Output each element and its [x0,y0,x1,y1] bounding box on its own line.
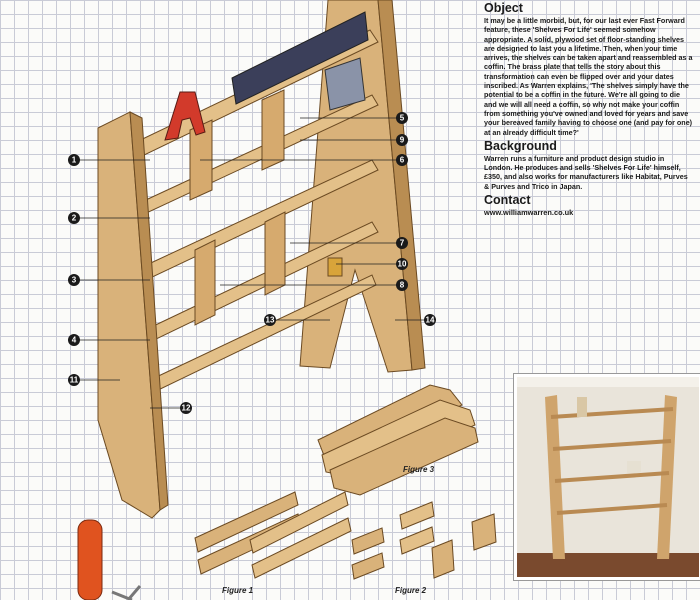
photo-image [517,377,699,577]
svg-text:6: 6 [399,155,405,165]
contact-heading: Contact [484,193,531,208]
svg-text:13: 13 [265,315,275,325]
callout-2 [68,212,80,224]
object-body: It may be a little morbid, but, for our last ever Fast Forward feature, these 'Shelves For Life' seemed somehow appropriate. A solid, plywood set of floor-standing shelves are designed to last you a lifetime. Then, when your time arrives, the shelves can be taken apart and reassembled as a coffin. The brass plate that tells the story about this transformation can even be flipped over and your dates inscribed. As Warren explains, 'The shelves simply have the potential to be a coffin in the future. We're all going to die and we will all need a coffin, so why not make your coffin from something you've owned and loved for years and save your bereaved family having to choose one (and pay for one) at an already difficult time?' [484,16,693,137]
figure-2-pieces [352,502,496,579]
callout-6 [396,154,408,166]
left-frame [98,112,168,518]
product-photo [514,374,700,580]
figure-1-caption: Figure 1 [222,586,254,595]
callout-13 [264,314,276,326]
object-heading: Object [484,1,523,15]
svg-text:8: 8 [399,280,405,290]
figure-3-boards [318,385,478,495]
svg-text:14: 14 [425,315,435,325]
figure-2-caption: Figure 2 [395,586,427,595]
svg-text:3: 3 [71,275,77,285]
callout-14 [424,314,436,326]
figure-3-caption: Figure 3 [403,465,435,474]
screws-icon [112,586,140,600]
svg-text:1: 1 [71,155,77,165]
callout-4 [68,334,80,346]
svg-text:12: 12 [181,403,191,413]
article-text [484,2,694,217]
background-body: Warren runs a furniture and product design studio in London. He produces and sells 'Shelves For Life' himself, £350, and also works for manufacturers like Habitat, Purves & Purves and Trico in Japan. [484,153,688,191]
callout-12 [180,402,192,414]
svg-text:4: 4 [71,335,77,345]
svg-text:7: 7 [399,238,405,248]
screwdriver-icon [78,520,102,600]
figure-1-boards [195,492,351,578]
background-heading: Background [484,138,557,153]
svg-text:9: 9 [399,135,405,145]
svg-text:5: 5 [399,113,405,123]
callout-10 [396,258,408,270]
callout-1 [68,154,80,166]
callout-8 [396,279,408,291]
svg-text:10: 10 [397,259,407,269]
contact-url[interactable]: www.williamwarren.co.uk [484,208,574,218]
callout-3 [68,274,80,286]
callout-9 [396,134,408,146]
svg-text:11: 11 [69,375,79,385]
callout-7 [396,237,408,249]
callout-5 [396,112,408,124]
svg-text:2: 2 [71,213,77,223]
callout-11 [68,374,80,386]
